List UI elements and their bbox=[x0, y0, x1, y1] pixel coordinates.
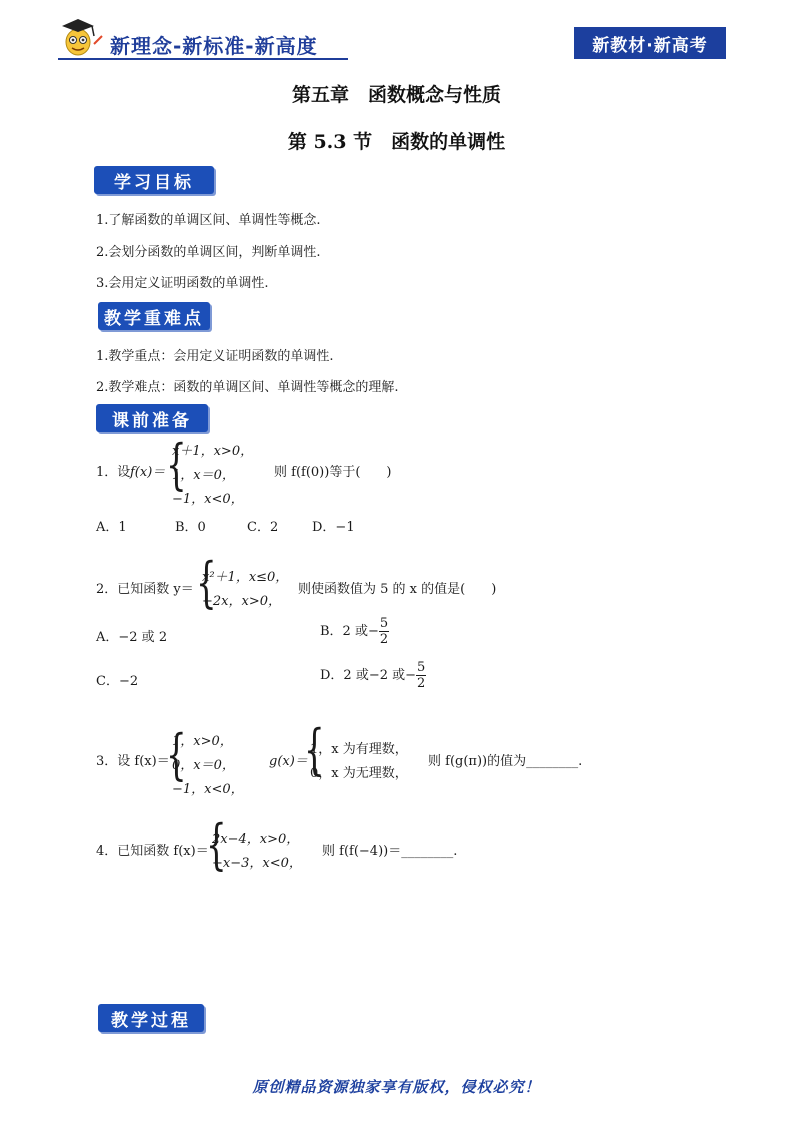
q1-case-2: 1，x＝0， bbox=[172, 468, 235, 483]
header-slogan: 新理念-新标准-新高度 bbox=[110, 34, 318, 58]
q3-f-case-2: 0，x＝0， bbox=[172, 758, 235, 773]
q2-case-2: −2x，x>0， bbox=[202, 594, 281, 609]
keypoint-item-2: 2.教学难点：函数的单调区间、单调性等概念的理解. bbox=[96, 380, 399, 395]
goal-item-3: 3.会用定义证明函数的单调性. bbox=[96, 276, 269, 291]
q2-option-d-numerator: 5 bbox=[417, 660, 426, 675]
q3-f-case-3: −1，x<0， bbox=[172, 782, 244, 797]
q2-tail: 则使函数值为 5 的 x 的值是( ) bbox=[298, 582, 497, 597]
keypoint-item-1: 1.教学重点：会用定义证明函数的单调性. bbox=[96, 349, 334, 364]
header-underline bbox=[58, 58, 348, 60]
q4-lead: 4．已知函数 f(x)＝ bbox=[96, 844, 209, 859]
q3-f-case-1: 1，x>0， bbox=[172, 734, 233, 749]
q1-option-b: B．0 bbox=[175, 520, 206, 535]
q3-f-brace: { bbox=[166, 723, 187, 786]
q3-g-label: g(x)＝ bbox=[269, 754, 308, 769]
process-heading: 教学过程 bbox=[98, 1004, 204, 1032]
q4-brace: { bbox=[206, 813, 227, 876]
q3-lead: 3．设 f(x)＝ bbox=[96, 754, 170, 769]
q1-brace: { bbox=[166, 433, 187, 496]
q2-option-b-denominator: 2 bbox=[379, 632, 389, 647]
q3-tail: 则 f(g(π))的值为________. bbox=[428, 754, 583, 769]
q2-option-b-numerator: 5 bbox=[379, 616, 389, 631]
q2-option-c: C．−2 bbox=[96, 674, 139, 689]
q4-case-1: 2x−4，x>0， bbox=[212, 832, 300, 847]
q2-brace: { bbox=[196, 551, 217, 614]
q2-option-d bbox=[320, 660, 426, 691]
q2-option-d-text: D．2 或−2 或− bbox=[320, 668, 417, 683]
q1-case-1: x＋1，x>0， bbox=[172, 444, 254, 459]
q1-tail: 则 f(f(0))等于( ) bbox=[274, 465, 392, 480]
q1-fx: f(x)＝ bbox=[130, 465, 166, 480]
q4-case-2: −x−3，x<0， bbox=[212, 856, 302, 871]
q3-g-case-2: 0，x 为无理数， bbox=[310, 766, 408, 781]
section-title: 第 5.3 节 函数的单调性 bbox=[287, 131, 506, 153]
goal-item-1: 1.了解函数的单调区间、单调性等概念. bbox=[96, 213, 321, 228]
question-2 bbox=[96, 551, 696, 614]
header-logo bbox=[56, 20, 356, 62]
question-3 bbox=[96, 718, 736, 797]
q4-tail: 则 f(f(−4))＝________. bbox=[322, 844, 458, 859]
chapter-title: 第五章 函数概念与性质 bbox=[291, 84, 501, 106]
q1-option-c: C．2 bbox=[247, 520, 279, 535]
q3-g-case-1: 1，x 为有理数， bbox=[310, 742, 408, 757]
q2-option-d-fraction bbox=[416, 660, 426, 691]
keypoints-heading: 教学重难点 bbox=[98, 302, 210, 330]
header-badge: 新教材·新高考 bbox=[574, 27, 726, 59]
q1-option-a: A．1 bbox=[96, 520, 127, 535]
question-4 bbox=[96, 813, 696, 876]
q2-option-b-fraction bbox=[379, 616, 389, 647]
graduate-mascot-icon bbox=[56, 16, 104, 58]
q1-case-3: −1，x<0， bbox=[172, 492, 244, 507]
q2-option-a: A．−2 或 2 bbox=[96, 630, 168, 645]
q2-option-d-denominator: 2 bbox=[417, 676, 426, 691]
q2-option-b-text: B．2 或− bbox=[320, 624, 379, 639]
q1-option-d: D．−1 bbox=[312, 520, 355, 535]
goal-item-2: 2.会划分函数的单调区间，判断单调性. bbox=[96, 245, 321, 260]
q1-lead: 1．设 bbox=[96, 465, 131, 480]
copyright-footer: 原创精品资源独家享有版权，侵权必究！ bbox=[252, 1078, 541, 1096]
goals-heading: 学习目标 bbox=[94, 166, 214, 194]
question-1 bbox=[96, 434, 696, 506]
q2-option-b bbox=[320, 616, 389, 647]
q3-g-brace: { bbox=[304, 718, 325, 781]
q2-case-1: x²＋1，x≤0， bbox=[202, 570, 289, 585]
q2-lead: 2．已知函数 y＝ bbox=[96, 582, 194, 597]
prep-heading: 课前准备 bbox=[96, 404, 208, 432]
